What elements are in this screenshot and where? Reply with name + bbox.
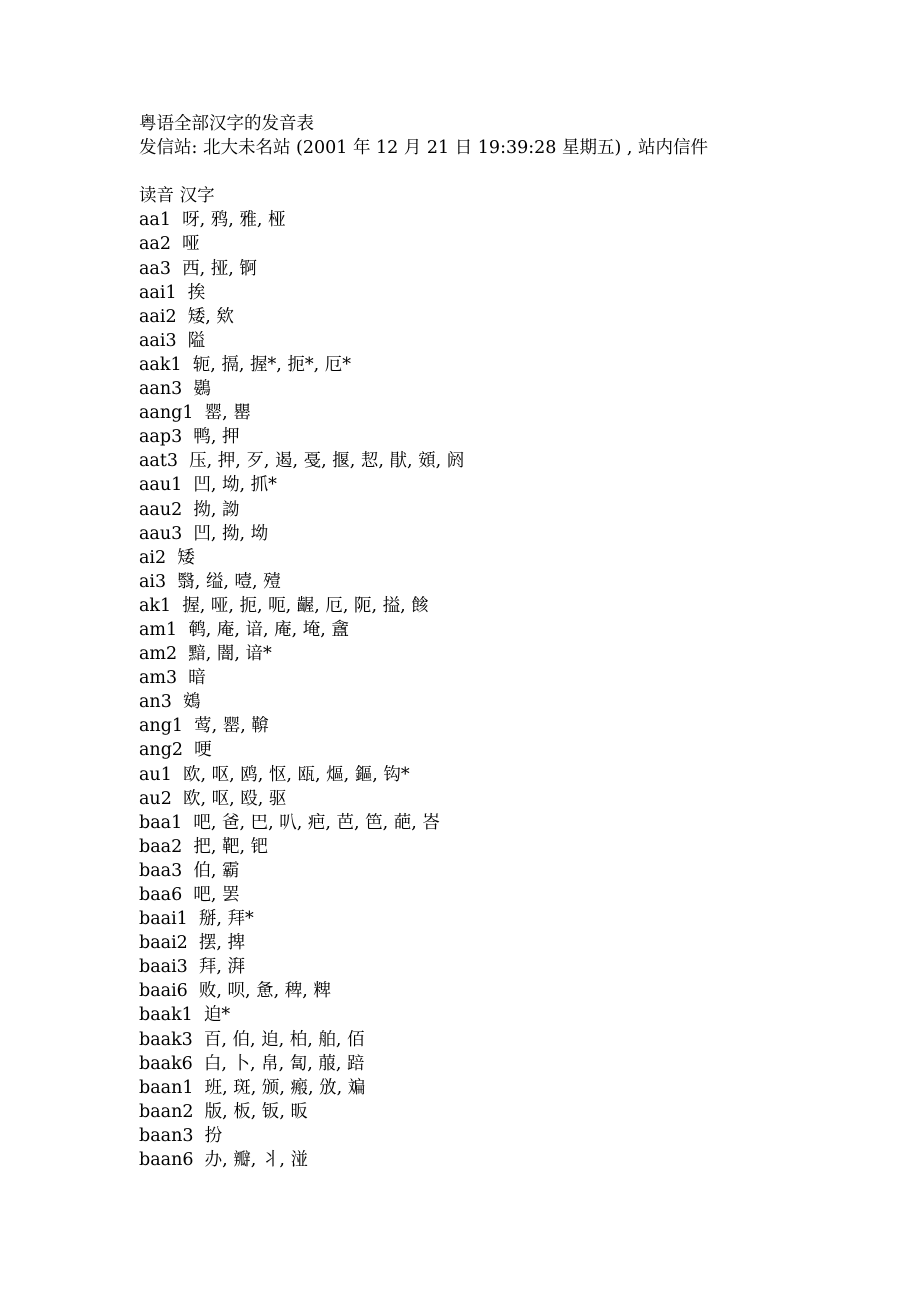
list-item: am3 暗: [139, 668, 206, 689]
source-line: 发信站: 北大未名站 (2001 年 12 月 21 日 19:39:28 星期五) , 站内信件: [139, 138, 708, 159]
list-item: aa3 西, 挜, 锕: [139, 258, 257, 279]
list-item: aat3 压, 押, 歹, 遏, 戞, 揠, 恝, 猒, 頞, 阏: [139, 451, 465, 472]
list-item: baai1 掰, 拜*: [139, 909, 254, 930]
list-item: baa6 吧, 罢: [139, 885, 240, 905]
blank-line: [139, 160, 839, 184]
list-item: aau1 凹, 坳, 抓*: [139, 475, 277, 496]
list-item: baa1 吧, 爸, 巴, 叭, 疤, 芭, 笆, 葩, 峇: [139, 812, 440, 833]
list-item: ang2 哽: [139, 740, 212, 761]
list-item: baai6 败, 呗, 惫, 稗, 粺: [139, 981, 331, 1002]
list-item: aap3 鸭, 押: [139, 427, 240, 448]
list-item: aa1 呀, 鸦, 雅, 桠: [139, 210, 286, 231]
list-item: au1 欧, 呕, 鸥, 怄, 瓯, 熰, 鏂, 钩*: [139, 764, 410, 785]
list-item: aai2 矮, 欸: [139, 306, 234, 327]
list-item: ak1 握, 哑, 扼, 呃, 齷, 厄, 阨, 搤, 餩: [139, 595, 429, 616]
list-item: baan3 扮: [139, 1125, 223, 1146]
list-item: baa3 伯, 霸: [139, 860, 240, 881]
list-item: baan2 版, 板, 钣, 昄: [139, 1101, 308, 1122]
list-item: ai2 矮: [139, 547, 195, 568]
list-item: aan3 鷃: [139, 379, 211, 400]
list-item: ang1 莺, 罂, 鞥: [139, 716, 269, 737]
pronunciation-list: [139, 208, 839, 1172]
list-item: baak1 迫*: [139, 1005, 231, 1026]
list-item: baai2 摆, 捭: [139, 933, 246, 954]
list-item: am2 黯, 闇, 谙*: [139, 644, 272, 665]
document-title: 粤语全部汉字的发音表: [139, 114, 314, 134]
list-item: baak6 白, 卜, 帛, 匐, 菔, 踣: [139, 1053, 365, 1074]
list-item: baan6 办, 瓣, 丬, 湴: [139, 1150, 308, 1171]
list-item: baan1 班, 斑, 颁, 瘢, 攽, 斒: [139, 1077, 366, 1098]
list-item: baa2 把, 靶, 钯: [139, 836, 269, 857]
list-item: baak3 百, 伯, 迫, 柏, 舶, 佰: [139, 1029, 365, 1050]
list-item: aau2 拗, 詏: [139, 499, 240, 520]
table-header: 读音 汉字: [139, 186, 215, 207]
document-body: [139, 112, 839, 1172]
list-item: aai1 挨: [139, 282, 206, 303]
list-item: aai3 隘: [139, 330, 206, 351]
list-item: aa2 哑: [139, 234, 200, 255]
list-item: ai3 翳, 缢, 噎, 殪: [139, 571, 281, 592]
list-item: aak1 轭, 搹, 握*, 扼*, 厄*: [139, 354, 351, 375]
list-item: an3 鴳: [139, 692, 201, 713]
list-item: au2 欧, 呕, 殴, 驱: [139, 788, 287, 809]
list-item: aang1 罂, 罌: [139, 403, 251, 424]
list-item: aau3 凹, 拗, 坳: [139, 523, 269, 544]
list-item: baai3 拜, 湃: [139, 957, 246, 978]
list-item: am1 鹌, 庵, 谙, 庵, 埯, 盦: [139, 619, 349, 640]
